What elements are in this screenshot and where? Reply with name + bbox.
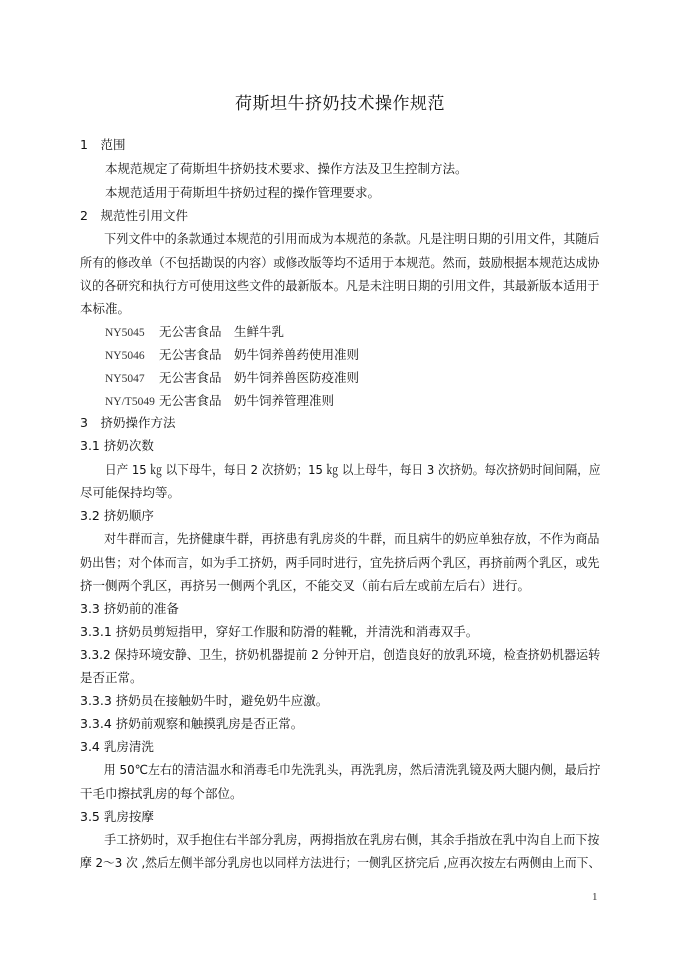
paragraph-line: 挤一侧两个乳区，再挤另一侧两个乳区，不能交叉（前右后左或前左后右）进行。 bbox=[80, 578, 531, 593]
paragraph-line: 日产 15 ㎏ 以下母牛，每日 2 次挤奶；15 ㎏ 以上母牛，每日 3 次挤奶。每次挤奶时间间隔，应 bbox=[105, 462, 601, 477]
paragraph-line: 干毛巾擦拭乳房的每个部位。 bbox=[80, 786, 243, 801]
page-title: 荷斯坦牛挤奶技术操作规范 bbox=[235, 94, 445, 114]
subsection-heading: 3.2 挤奶顺序 bbox=[80, 508, 154, 523]
paragraph-line: 手工挤奶时，双手抱住右半部分乳房，两拇指放在乳房右侧，其余手指放在乳中沟自上而下按 bbox=[80, 832, 600, 847]
paragraph-line: 下列文件中的条款通过本规范的引用而成为本规范的条款。凡是注明日期的引用文件，其随后 bbox=[80, 231, 600, 246]
subsection-heading: 3.1 挤奶次数 bbox=[80, 438, 154, 453]
reference-code: NY5046 bbox=[105, 350, 145, 362]
reference-item bbox=[105, 346, 359, 365]
paragraph-line: 对牛群而言，先挤健康牛群，再挤患有乳房炎的牛群，而且病牛的奶应单独存放，不作为商品 bbox=[80, 531, 600, 546]
paragraph-line: 3.3.3 挤奶员在接触奶牛时，避免奶牛应激。 bbox=[80, 693, 329, 708]
paragraph-line: 是否正常。 bbox=[80, 670, 143, 685]
section-heading-3: 3 挤奶操作方法 bbox=[80, 415, 176, 430]
paragraph-line: 本规范适用于荷斯坦牛挤奶过程的操作管理要求。 bbox=[105, 185, 381, 200]
subsection-heading: 3.5 乳房按摩 bbox=[80, 809, 154, 824]
reference-title: 无公害食品 奶牛饲养管理准则 bbox=[159, 393, 335, 408]
page-number: 1 bbox=[592, 891, 598, 903]
reference-title: 无公害食品 奶牛饲养兽医防疫准则 bbox=[159, 370, 360, 385]
paragraph-line: 尽可能保持均等。 bbox=[80, 485, 181, 500]
reference-code: NY/T5049 bbox=[105, 396, 155, 408]
paragraph-line: 3.3.4 挤奶前观察和触摸乳房是否正常。 bbox=[80, 716, 304, 731]
paragraph-line: 奶出售；对个体而言，如为手工挤奶，两手同时进行，宜先挤后两个乳区，再挤前两个乳区，或先 bbox=[80, 555, 600, 570]
paragraph-line: 本规范规定了荷斯坦牛挤奶技术要求、操作方法及卫生控制方法。 bbox=[105, 161, 468, 176]
reference-code: NY5045 bbox=[105, 327, 145, 339]
section-heading-1: 1 范围 bbox=[80, 137, 126, 152]
paragraph-line: 本标准。 bbox=[80, 301, 131, 316]
subsection-heading: 3.4 乳房清洗 bbox=[80, 739, 154, 754]
paragraph-line: 用 50℃左右的清洁温水和消毒毛巾先洗乳头，再洗乳房，然后清洗乳镜及两大腿内侧，最后拧 bbox=[80, 762, 601, 777]
paragraph-line: 议的各研究和执行方可使用这些文件的最新版本。凡是未注明日期的引用文件，其最新版本适用于 bbox=[80, 278, 600, 293]
paragraph-line: 所有的修改单（不包括勘误的内容）或修改版等均不适用于本规范。然而，鼓励根据本规范达成协 bbox=[80, 255, 600, 270]
section-heading-2: 2 规范性引用文件 bbox=[80, 208, 188, 223]
reference-item bbox=[105, 392, 334, 411]
subsection-heading: 3.3 挤奶前的准备 bbox=[80, 601, 179, 616]
reference-code: NY5047 bbox=[105, 373, 145, 385]
paragraph-line: 3.3.1 挤奶员剪短指甲，穿好工作服和防滑的鞋靴，并清洗和消毒双手。 bbox=[80, 624, 479, 639]
reference-title: 无公害食品 生鲜牛乳 bbox=[159, 324, 285, 339]
paragraph-line: 3.3.2 保持环境安静、卫生，挤奶机器提前 2 分钟开启，创造良好的放乳环境，检查挤奶机器运转 bbox=[80, 647, 601, 662]
reference-title: 无公害食品 奶牛饲养兽药使用准则 bbox=[159, 347, 360, 362]
paragraph-line: 摩 2～3 次 ,然后左侧半部分乳房也以同样方法进行；一侧乳区挤完后 ,应再次按左右两侧由上而下、 bbox=[80, 855, 601, 870]
reference-item bbox=[105, 369, 359, 388]
reference-item bbox=[105, 323, 284, 342]
